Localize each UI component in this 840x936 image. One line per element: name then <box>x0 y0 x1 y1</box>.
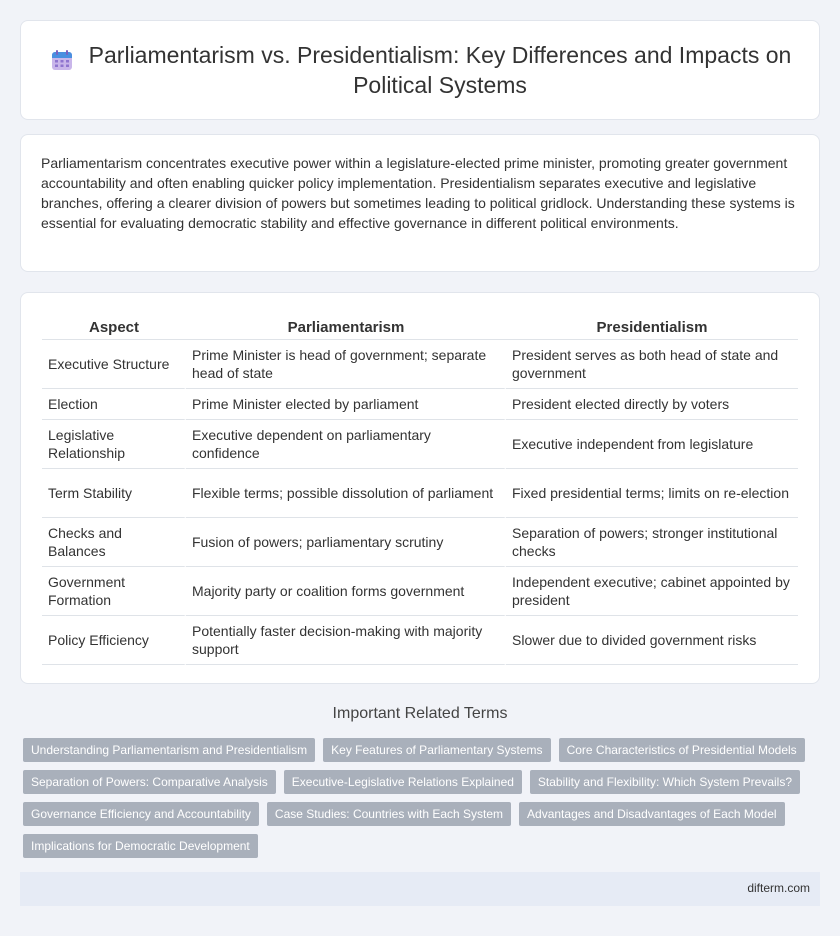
column-header-parliamentarism: Parliamentarism <box>186 313 506 340</box>
header-card <box>20 20 820 120</box>
parliamentarism-cell: Executive dependent on parliamentary confidence <box>186 420 506 469</box>
aspect-cell: Term Stability <box>42 469 186 518</box>
presidentialism-cell: Independent executive; cabinet appointed by president <box>506 567 798 616</box>
footer-site-link[interactable]: difterm.com <box>747 881 810 895</box>
table-row <box>42 420 798 469</box>
presidentialism-cell: President elected directly by voters <box>506 389 798 420</box>
aspect-cell: Policy Efficiency <box>42 616 186 665</box>
table-row <box>42 616 798 665</box>
comparison-card <box>20 292 820 684</box>
aspect-cell: Executive Structure <box>42 340 186 389</box>
parliamentarism-cell: Fusion of powers; parliamentary scrutiny <box>186 518 506 567</box>
table-row <box>42 518 798 567</box>
parliamentarism-cell: Prime Minister elected by parliament <box>186 389 506 420</box>
related-term-tag[interactable]: Understanding Parliamentarism and Presidentialism <box>23 738 315 762</box>
intro-card <box>20 134 820 272</box>
related-term-tag[interactable]: Separation of Powers: Comparative Analysis <box>23 770 276 794</box>
table-row <box>42 469 798 518</box>
table-row <box>42 389 798 420</box>
parliamentarism-cell: Potentially faster decision-making with majority support <box>186 616 506 665</box>
intro-paragraph: Parliamentarism concentrates executive power within a legislature-elected prime minister, promoting greater government accountability and often enabling quicker policy implementation. Presidentialism separates executive and legislative branches, offering a clearer division of powers but sometimes leading to political gridlock. Understanding these systems is essential for evaluating democratic stability and effective governance in different political environments. <box>41 155 795 231</box>
footer <box>20 872 820 906</box>
table-header-row <box>42 313 798 340</box>
aspect-cell: Legislative Relationship <box>42 420 186 469</box>
related-term-tag[interactable]: Executive-Legislative Relations Explained <box>284 770 522 794</box>
parliamentarism-cell: Prime Minister is head of government; separate head of state <box>186 340 506 389</box>
related-terms-title: Important Related Terms <box>332 705 508 722</box>
related-term-tag[interactable]: Core Characteristics of Presidential Models <box>559 738 805 762</box>
related-term-tag[interactable]: Stability and Flexibility: Which System Prevails? <box>530 770 800 794</box>
related-term-tag[interactable]: Advantages and Disadvantages of Each Model <box>519 802 785 826</box>
related-term-tag[interactable]: Implications for Democratic Development <box>23 834 258 858</box>
parliamentarism-cell: Flexible terms; possible dissolution of parliament <box>186 469 506 518</box>
presidentialism-cell: Separation of powers; stronger institutional checks <box>506 518 798 567</box>
related-term-tag[interactable]: Case Studies: Countries with Each System <box>267 802 511 826</box>
column-header-aspect: Aspect <box>42 313 186 340</box>
related-terms-list <box>23 738 813 858</box>
parliamentarism-cell: Majority party or coalition forms government <box>186 567 506 616</box>
related-term-tag[interactable]: Key Features of Parliamentary Systems <box>323 738 550 762</box>
column-header-presidentialism: Presidentialism <box>506 313 798 340</box>
presidentialism-cell: President serves as both head of state and government <box>506 340 798 389</box>
table-row <box>42 340 798 389</box>
aspect-cell: Election <box>42 389 186 420</box>
presidentialism-cell: Slower due to divided government risks <box>506 616 798 665</box>
page-title: Parliamentarism vs. Presidentialism: Key Differences and Impacts on Political Systems <box>88 42 792 98</box>
presidentialism-cell: Executive independent from legislature <box>506 420 798 469</box>
aspect-cell: Checks and Balances <box>42 518 186 567</box>
presidentialism-cell: Fixed presidential terms; limits on re-election <box>506 469 798 518</box>
related-term-tag[interactable]: Governance Efficiency and Accountability <box>23 802 259 826</box>
table-row <box>42 567 798 616</box>
aspect-cell: Government Formation <box>42 567 186 616</box>
comparison-table <box>42 313 798 665</box>
